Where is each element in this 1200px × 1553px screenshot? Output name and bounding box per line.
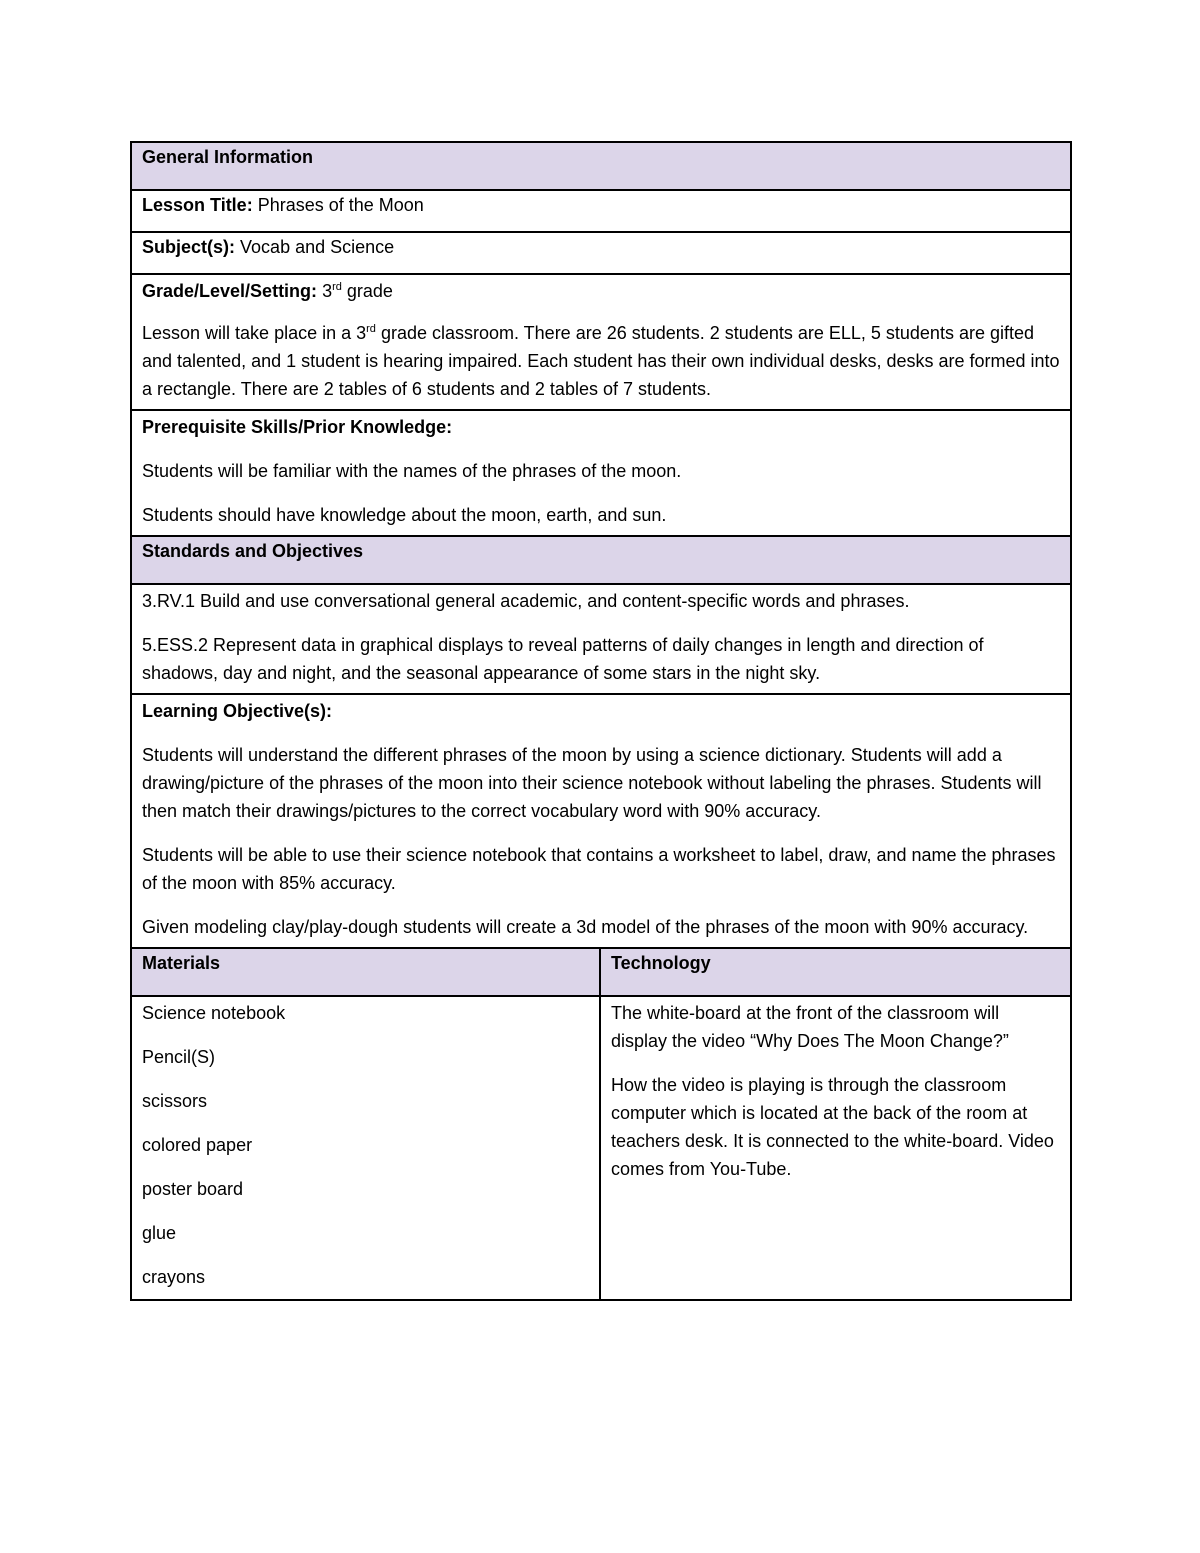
standards-heading: Standards and Objectives (131, 536, 1071, 584)
standards-row (131, 584, 1071, 694)
objective-item: Students will understand the different phrases of the moon by using a science dictionary. Students will add a drawing/picture of the phrases of the moon into their science notebook without labeling the phrases. Students will then match their drawings/pictures to the correct vocabulary word with 90% accuracy. (142, 745, 1042, 821)
material-item: colored paper (142, 1135, 253, 1155)
material-item: poster board (142, 1179, 244, 1199)
subjects-value: Vocab and Science (240, 237, 395, 257)
general-information-heading: General Information (131, 142, 1071, 190)
setting-description (142, 319, 1060, 403)
lesson-title-value: Phrases of the Moon (257, 195, 424, 215)
setting-suffix: rd (366, 323, 376, 335)
prerequisite-row (131, 410, 1071, 536)
grade-setting-row (131, 274, 1071, 410)
technology-description (600, 996, 1071, 1300)
lesson-plan-table (130, 141, 1072, 1301)
materials-heading: Materials (131, 948, 600, 996)
material-item: glue (142, 1223, 177, 1243)
setting-text-start: Lesson will take place in a 3 (142, 323, 367, 343)
prerequisite-label: Prerequisite Skills/Prior Knowledge: (142, 417, 453, 437)
materials-list (131, 996, 600, 1300)
material-item: crayons (142, 1267, 206, 1287)
setting-text-end: grade classroom. There are 26 students. 2 students are ELL, 5 students are gifted and talented, and 1 student is hearing impaired. Each student has their own individual desks, desks are formed into a rectangle. There are 2 tables of 6 students and 2 tables of 7 students. (142, 323, 1060, 399)
technology-paragraph: The white-board at the front of the classroom will display the video “Why Does The Moon Change?” (611, 1003, 1009, 1051)
lesson-title-label: Lesson Title: (142, 195, 253, 215)
material-item: Pencil(S) (142, 1047, 216, 1067)
objectives-label: Learning Objective(s): (142, 701, 333, 721)
material-item: scissors (142, 1091, 208, 1111)
technology-paragraph: How the video is playing is through the classroom computer which is located at the back of the room at teachers desk. It is connected to the white-board. Video comes from You-Tube. (611, 1075, 1054, 1179)
objective-item: Given modeling clay/play-dough students will create a 3d model of the phrases of the moon with 90% accuracy. (142, 917, 1029, 937)
subjects-row (131, 232, 1071, 274)
prerequisite-item: Students should have knowledge about the moon, earth, and sun. (142, 505, 667, 525)
grade-word: grade (346, 281, 393, 301)
objectives-row (131, 694, 1071, 948)
lesson-plan (130, 141, 1070, 1301)
objective-item: Students will be able to use their science notebook that contains a worksheet to label, draw, and name the phrases of the moon with 85% accuracy. (142, 845, 1056, 893)
grade-number: 3 (322, 281, 333, 301)
standard-item: 3.RV.1 Build and use conversational general academic, and content-specific words and phrases. (142, 591, 910, 611)
lesson-title-row (131, 190, 1071, 232)
standard-item: 5.ESS.2 Represent data in graphical displays to reveal patterns of daily changes in length and direction of shadows, day and night, and the seasonal appearance of some stars in the night sky. (142, 635, 984, 683)
prerequisite-item: Students will be familiar with the names of the phrases of the moon. (142, 461, 682, 481)
grade-label: Grade/Level/Setting: (142, 281, 318, 301)
technology-heading: Technology (600, 948, 1071, 996)
material-item: Science notebook (142, 1003, 286, 1023)
subjects-label: Subject(s): (142, 237, 236, 257)
grade-suffix: rd (332, 281, 342, 293)
